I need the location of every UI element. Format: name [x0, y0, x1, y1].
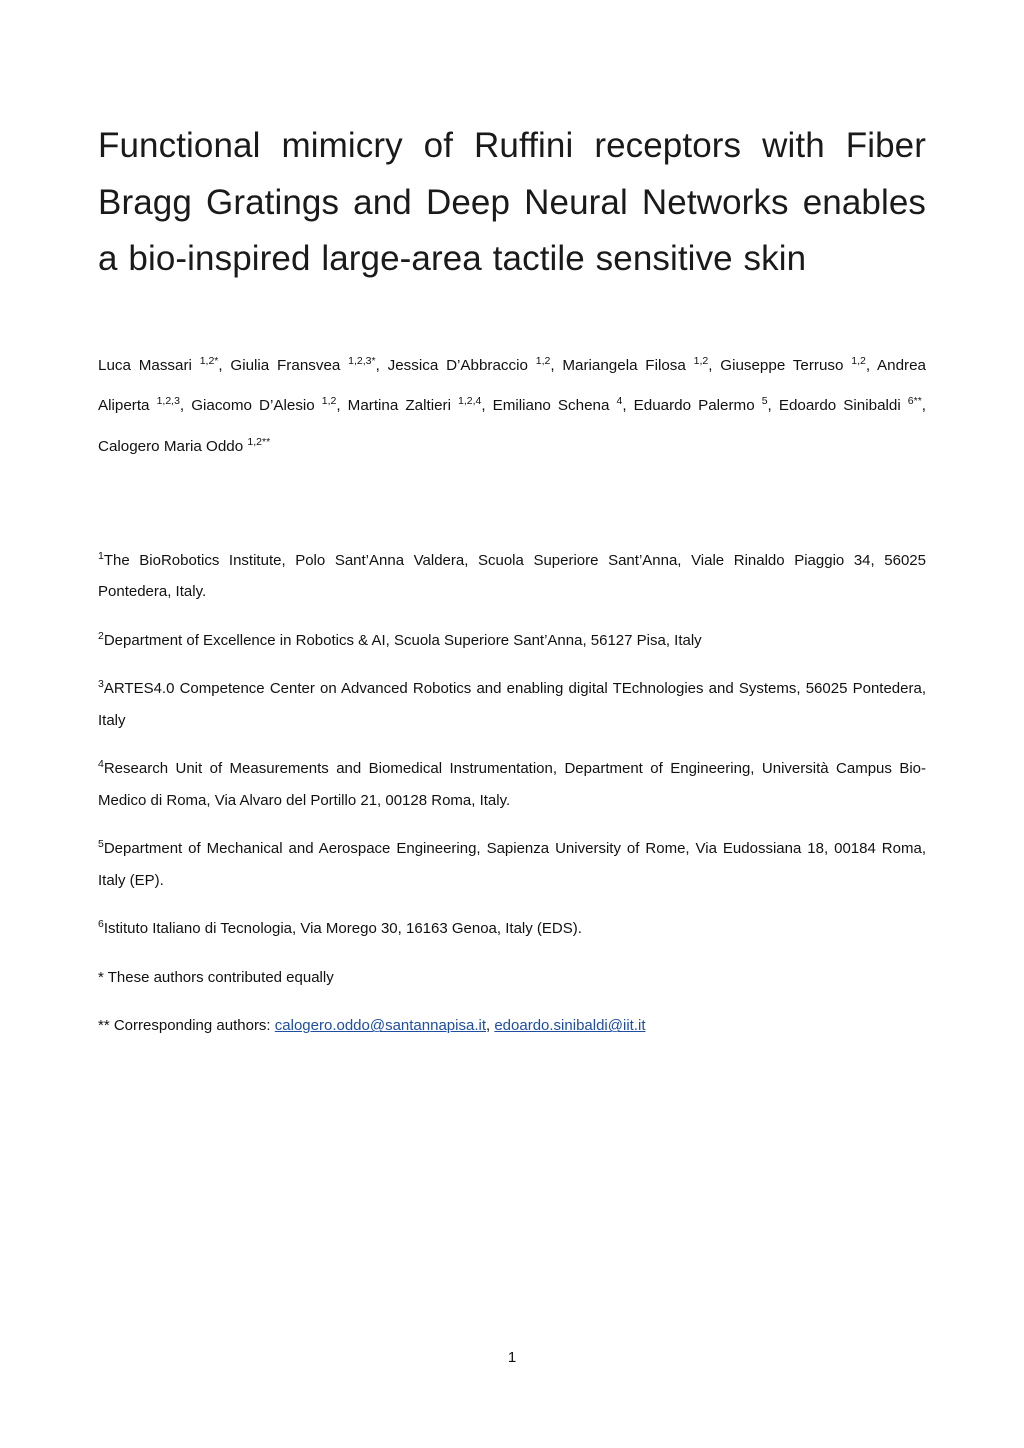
page-number: 1 [507, 1349, 517, 1366]
author-affiliation-marker: 6** [907, 395, 922, 408]
affiliation-item [98, 625, 926, 657]
author-affiliation-marker: 1,2,4 [458, 395, 482, 408]
author-affiliation-marker: 1,2* [199, 355, 219, 367]
author-name: , Edoardo Sinibaldi [767, 397, 908, 415]
author-name: Luca Massari [98, 357, 200, 375]
author-name: , Eduardo Palermo [622, 397, 762, 415]
author-affiliation-marker: 1,2 [851, 355, 866, 367]
footnote-section [98, 962, 926, 1042]
author-name: , Giacomo D’Alesio [179, 397, 322, 415]
affiliation-list [98, 545, 926, 945]
affiliation-item [98, 913, 926, 945]
affiliation-marker: 4 [98, 758, 104, 771]
affiliation-text: Department of Excellence in Robotics & AI, Scuola Superiore Sant’Anna, 56127 Pisa, Italy [103, 631, 702, 649]
author-affiliation-marker: 4 [616, 395, 623, 408]
affiliation-text: Research Unit of Measurements and Biomedical Instrumentation, Department of Engineering, Università Campus Bio-Medico di Roma, Via Alvaro del Portillo 21, 00128 Roma, Italy. [98, 760, 926, 809]
author-name: , Martina Zaltieri [336, 397, 458, 415]
author-affiliation-marker: 1,2,3 [156, 395, 180, 408]
author-affiliation-marker: 1,2 [535, 355, 551, 367]
corresponding-authors-note [98, 1010, 926, 1042]
affiliation-text: ARTES4.0 Competence Center on Advanced Robotics and enabling digital TEchnologies and Systems, 56025 Pontedera, Italy [98, 680, 926, 729]
affiliation-item [98, 753, 926, 816]
author-name: , Calogero Maria Oddo [98, 397, 927, 455]
affiliation-marker: 3 [98, 678, 104, 691]
corresponding-authors-label: ** Corresponding authors: [98, 1017, 275, 1035]
author-name: , Giuseppe Terruso [708, 357, 852, 375]
affiliation-text: Department of Mechanical and Aerospace Engineering, Sapienza University of Rome, Via Eudossiana 18, 00184 Roma, Italy (EP). [98, 840, 926, 889]
affiliation-marker: 1 [98, 549, 104, 562]
author-affiliation-marker: 1,2 [693, 355, 709, 367]
author-affiliation-marker: 1,2,3* [348, 355, 376, 367]
affiliation-marker: 6 [98, 918, 104, 931]
affiliation-marker: 2 [98, 629, 104, 642]
affiliation-marker: 5 [98, 838, 104, 851]
author-name: , Emiliano Schena [481, 397, 617, 415]
affiliation-text: The BioRobotics Institute, Polo Sant’Anna Valdera, Scuola Superiore Sant’Anna, Viale Rinaldo Piaggio 34, 56025 Pontedera, Italy. [98, 551, 926, 601]
affiliation-item [98, 545, 926, 608]
author-name: , Giulia Fransvea [218, 357, 349, 375]
affiliation-item [98, 833, 926, 896]
affiliation-text: Istituto Italiano di Tecnologia, Via Morego 30, 16163 Genoa, Italy (EDS). [103, 920, 582, 938]
author-affiliation-marker: 5 [761, 395, 768, 408]
author-name: , Mariangela Filosa [550, 357, 694, 375]
corresponding-email-link-1[interactable]: calogero.oddo@santannapisa.it [274, 1017, 486, 1035]
author-list [98, 346, 926, 467]
author-name: , Andrea Aliperta [98, 357, 926, 415]
author-affiliation-marker: 1,2 [321, 395, 337, 408]
email-separator: , [486, 1017, 495, 1035]
page-title: Functional mimicry of Ruffini receptors with Fiber Bragg Gratings and Deep Neural Networks enables a bio-inspired large-area tactile sensitive skin [98, 126, 926, 279]
author-name: , Jessica D’Abbraccio [375, 357, 536, 375]
author-affiliation-marker: 1,2** [247, 435, 271, 448]
corresponding-email-link-2[interactable]: edoardo.sinibaldi@iit.it [494, 1017, 646, 1035]
equal-contribution-note: * These authors contributed equally [98, 968, 334, 986]
affiliation-item [98, 673, 926, 736]
